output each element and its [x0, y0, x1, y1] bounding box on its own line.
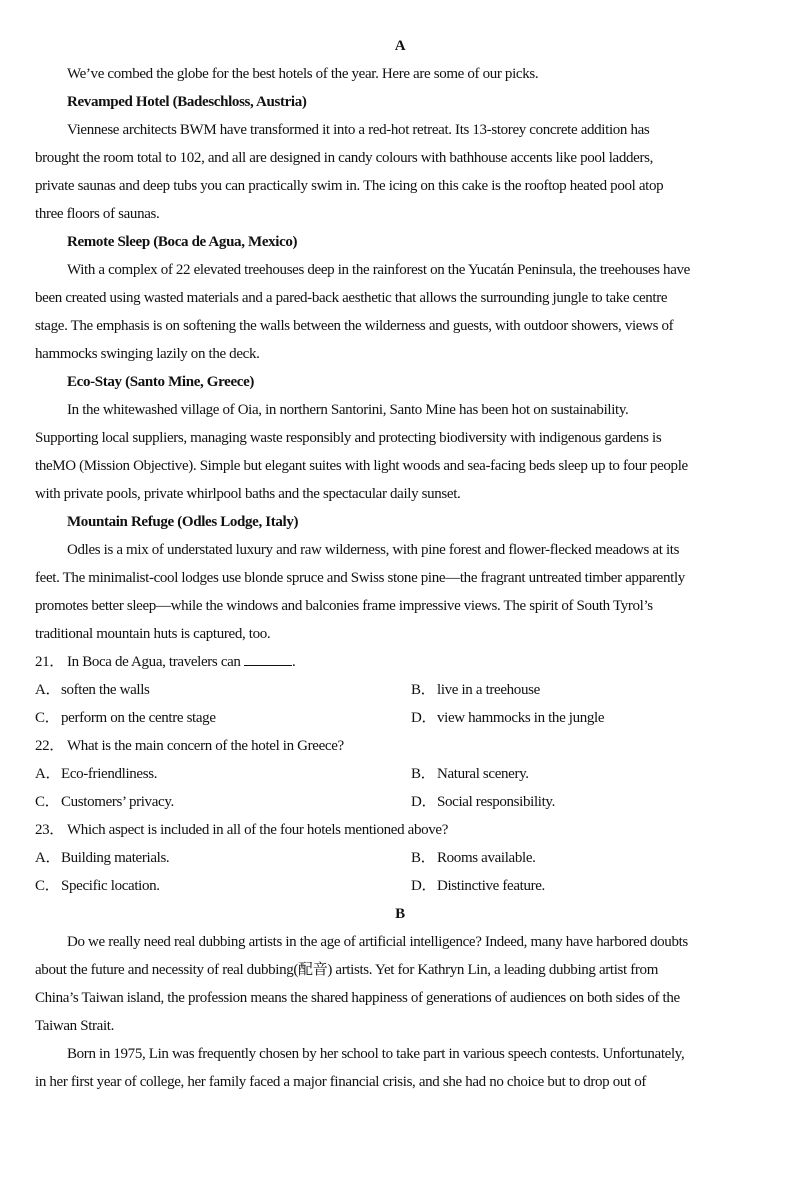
question-stem — [35, 816, 765, 844]
options-row — [35, 844, 765, 872]
hotel-text-line: Odles is a mix of understated luxury and raw wilderness, with pine forest and flower-flecked meadows at its — [67, 542, 680, 558]
paragraph-line: in her first year of college, her family faced a major financial crisis, and she had no choice but to drop out of — [35, 1074, 647, 1090]
hotel-title: Mountain Refuge (Odles Lodge, Italy) — [67, 514, 299, 530]
option-b[interactable] — [411, 676, 540, 704]
hotel-section — [35, 508, 765, 648]
options-row — [35, 872, 765, 900]
options-row — [35, 788, 765, 816]
hotel-section — [35, 88, 765, 228]
option-c[interactable] — [35, 872, 411, 900]
hotel-text-line: feet. The minimalist-cool lodges use blonde spruce and Swiss stone pine—the fragrant untreated timber apparently — [35, 570, 685, 586]
question-number: 22． — [35, 738, 64, 754]
option-text: Social responsibility. — [437, 794, 555, 810]
hotel-title: Remote Sleep (Boca de Agua, Mexico) — [67, 234, 298, 250]
paragraph-line: China’s Taiwan island, the profession means the shared happiness of generations of audiences on both sides of the — [35, 990, 680, 1006]
hotel-text-line: with private pools, private whirlpool baths and the spectacular daily sunset. — [35, 486, 461, 502]
option-d[interactable] — [411, 788, 555, 816]
option-text: Natural scenery. — [437, 766, 529, 782]
option-text: Distinctive feature. — [437, 878, 545, 894]
hotel-text-line: traditional mountain huts is captured, too. — [35, 626, 271, 642]
option-c[interactable] — [35, 704, 411, 732]
option-letter: D． — [411, 710, 437, 726]
question-21 — [35, 648, 765, 732]
question-number: 23． — [35, 822, 64, 838]
option-letter: C． — [35, 878, 60, 894]
option-b[interactable] — [411, 760, 529, 788]
paragraph-line: Born in 1975, Lin was frequently chosen by her school to take part in various speech contests. Unfortunately, — [67, 1046, 685, 1062]
options-row — [35, 760, 765, 788]
hotel-title: Eco-Stay (Santo Mine, Greece) — [67, 374, 255, 390]
exam-page — [35, 32, 765, 1096]
question-text: What is the main concern of the hotel in Greece? — [67, 738, 344, 754]
hotel-text-line: three floors of saunas. — [35, 206, 160, 222]
paragraph-line: about the future and necessity of real dubbing(配音) artists. Yet for Kathryn Lin, a leading dubbing artist from — [35, 962, 659, 978]
option-text: Customers’ privacy. — [61, 794, 174, 810]
option-a[interactable] — [35, 676, 411, 704]
question-23 — [35, 816, 765, 900]
passage-b-paragraph — [35, 928, 765, 1040]
passage-b-paragraph — [35, 1040, 765, 1096]
option-text: soften the walls — [61, 682, 150, 698]
paragraph-line: Do we really need real dubbing artists in the age of artificial intelligence? Indeed, many have harbored doubts — [67, 934, 688, 950]
option-text: view hammocks in the jungle — [437, 710, 605, 726]
hotel-text-line: theMO (Mission Objective). Simple but elegant suites with light woods and sea-facing beds sleep up to four people — [35, 458, 688, 474]
options-row — [35, 704, 765, 732]
option-letter: D． — [411, 794, 437, 810]
question-stem — [35, 648, 765, 676]
passage-a-intro: We’ve combed the globe for the best hotels of the year. Here are some of our picks. — [67, 66, 539, 82]
option-a[interactable] — [35, 844, 411, 872]
option-letter: C． — [35, 794, 60, 810]
hotel-text-line: Supporting local suppliers, managing waste responsibly and protecting biodiversity with indigenous gardens is — [35, 430, 662, 446]
option-letter: A． — [35, 850, 61, 866]
hotel-text-line: Viennese architects BWM have transformed it into a red-hot retreat. Its 13-storey concrete addition has — [67, 122, 650, 138]
question-text: Which aspect is included in all of the four hotels mentioned above? — [67, 822, 449, 838]
answer-blank[interactable] — [244, 651, 292, 666]
paragraph-line: Taiwan Strait. — [35, 1018, 115, 1034]
option-text: Rooms available. — [437, 850, 536, 866]
option-text: Eco-friendliness. — [61, 766, 158, 782]
option-letter: C． — [35, 710, 60, 726]
option-letter: D． — [411, 878, 437, 894]
option-letter: A． — [35, 682, 61, 698]
hotel-text-line: stage. The emphasis is on softening the walls between the wilderness and guests, with outdoor showers, views of — [35, 318, 674, 334]
hotel-text-line: In the whitewashed village of Oia, in northern Santorini, Santo Mine has been hot on sustainability. — [67, 402, 629, 418]
option-d[interactable] — [411, 704, 604, 732]
option-text: Specific location. — [61, 878, 160, 894]
hotel-text-line: promotes better sleep—while the windows and balconies frame impressive views. The spirit of South Tyrol’s — [35, 598, 653, 614]
hotel-title: Revamped Hotel (Badeschloss, Austria) — [67, 94, 307, 110]
hotel-text-line: With a complex of 22 elevated treehouses deep in the rainforest on the Yucatán Peninsula, the treehouses have — [67, 262, 690, 278]
hotel-text-line: been created using wasted materials and a pared-back aesthetic that allows the surrounding jungle to take centre — [35, 290, 668, 306]
option-a[interactable] — [35, 760, 411, 788]
option-letter: A． — [35, 766, 61, 782]
question-suffix: . — [292, 654, 296, 670]
options-row — [35, 676, 765, 704]
hotel-text-line: brought the room total to 102, and all are designed in candy colours with bathhouse accents like pool ladders, — [35, 150, 653, 166]
option-letter: B． — [411, 766, 436, 782]
question-text: In Boca de Agua, travelers can — [67, 654, 241, 670]
question-number: 21． — [35, 654, 64, 670]
hotel-text-line: private saunas and deep tubs you can practically swim in. The icing on this cake is the rooftop heated pool atop — [35, 178, 664, 194]
hotel-section — [35, 228, 765, 368]
option-letter: B． — [411, 850, 436, 866]
question-22 — [35, 732, 765, 816]
option-d[interactable] — [411, 872, 545, 900]
option-b[interactable] — [411, 844, 536, 872]
option-text: perform on the centre stage — [61, 710, 216, 726]
hotel-section — [35, 368, 765, 508]
hotel-text-line: hammocks swinging lazily on the deck. — [35, 346, 260, 362]
question-stem — [35, 732, 765, 760]
option-c[interactable] — [35, 788, 411, 816]
option-text: live in a treehouse — [437, 682, 540, 698]
option-letter: B． — [411, 682, 436, 698]
option-text: Building materials. — [61, 850, 170, 866]
passage-b-label: B — [395, 906, 405, 922]
passage-a-label: A — [394, 38, 406, 54]
